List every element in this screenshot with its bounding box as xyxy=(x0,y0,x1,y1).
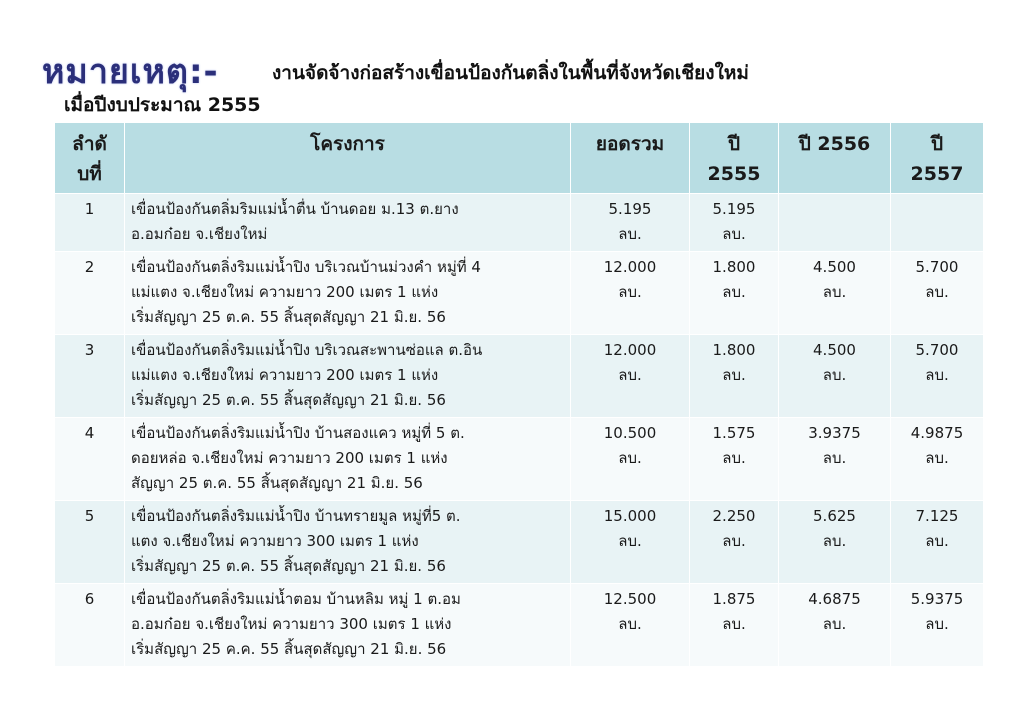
amount-unit: ลบ. xyxy=(822,615,847,633)
description-line: สัญญา 25 ต.ค. 55 สิ้นสุดสัญญา 21 มิ.ย. 56 xyxy=(131,474,423,492)
amount-unit: ลบ. xyxy=(822,449,847,467)
description-line: อ.อมก๋อย จ.เชียงใหม่ ความยาว 300 เมตร 1 แห่ง xyxy=(131,615,452,633)
amount-unit: ลบ. xyxy=(722,532,746,550)
amount-value: 2.250 xyxy=(712,507,756,525)
header-year-2556: ปี 2556 xyxy=(779,123,891,194)
row-number: 4 xyxy=(55,418,125,501)
amount-value: 7.125 xyxy=(915,507,959,525)
amount-total xyxy=(571,418,690,501)
project-description xyxy=(125,501,571,584)
table-row xyxy=(55,252,984,335)
description-line: แม่แตง จ.เชียงใหม่ ความยาว 200 เมตร 1 แห่ง xyxy=(131,283,439,301)
amount-y2557 xyxy=(891,584,984,667)
title-line-1: งานจัดจ้างก่อสร้างเขื่อนป้องกันตลิ่งในพื้นที่จังหวัดเชียงใหม่ xyxy=(272,62,749,84)
amount-value: 15.000 xyxy=(603,507,657,525)
description-line: เริ่มสัญญา 25 ต.ค. 55 สิ้นสุดสัญญา 21 มิ.ย. 56 xyxy=(131,557,446,575)
amount-y2555 xyxy=(690,252,779,335)
amount-unit: ลบ. xyxy=(722,366,746,384)
amount-total xyxy=(571,335,690,418)
amount-unit: ลบ. xyxy=(822,532,847,550)
project-description xyxy=(125,252,571,335)
amount-unit: ลบ. xyxy=(618,283,642,301)
description-line: ดอยหล่อ จ.เชียงใหม่ ความยาว 200 เมตร 1 แห่ง xyxy=(131,449,448,467)
amount-y2555 xyxy=(690,501,779,584)
description-line: แม่แตง จ.เชียงใหม่ ความยาว 200 เมตร 1 แห่ง xyxy=(131,366,439,384)
amount-value: 5.700 xyxy=(915,341,959,359)
table-header-row xyxy=(55,123,984,194)
amount-y2556 xyxy=(779,335,891,418)
amount-total xyxy=(571,194,690,252)
table-row xyxy=(55,501,984,584)
amount-y2556 xyxy=(779,418,891,501)
table-row xyxy=(55,335,984,418)
amount-total xyxy=(571,252,690,335)
project-description xyxy=(125,194,571,252)
row-number: 1 xyxy=(55,194,125,252)
amount-y2555 xyxy=(690,335,779,418)
amount-unit: ลบ. xyxy=(822,366,847,384)
amount-value: 5.9375 xyxy=(910,590,964,608)
amount-value: 1.575 xyxy=(712,424,756,442)
amount-value: 4.500 xyxy=(813,341,856,359)
amount-value: 12.500 xyxy=(603,590,657,608)
amount-unit: ลบ. xyxy=(722,283,746,301)
amount-unit: ลบ. xyxy=(722,449,746,467)
description-line: เริ่มสัญญา 25 ต.ค. 55 สิ้นสุดสัญญา 21 มิ.ย. 56 xyxy=(131,391,446,409)
amount-unit: ลบ. xyxy=(925,283,949,301)
table-row xyxy=(55,584,984,667)
amount-unit: ลบ. xyxy=(618,615,642,633)
header-2557-line-2: 2557 xyxy=(910,163,964,185)
amount-total xyxy=(571,584,690,667)
amount-y2557 xyxy=(891,194,984,252)
description-line: เขื่อนป้องกันตลิ่งริมแม่น้ำปิง บ้านสองแคว หมู่ที่ 5 ต. xyxy=(131,424,465,442)
project-description xyxy=(125,418,571,501)
projects-table xyxy=(54,122,984,667)
amount-y2555 xyxy=(690,418,779,501)
amount-y2557 xyxy=(891,418,984,501)
header-year-2557 xyxy=(891,123,984,194)
amount-value: 5.195 xyxy=(608,200,652,218)
header-no-line-1: ลำดั xyxy=(72,133,107,155)
table-row xyxy=(55,418,984,501)
row-number: 2 xyxy=(55,252,125,335)
note-label: หมายเหตุ:- xyxy=(42,52,219,92)
project-description xyxy=(125,335,571,418)
amount-y2556 xyxy=(779,194,891,252)
amount-value: 3.9375 xyxy=(808,424,861,442)
amount-value: 12.000 xyxy=(603,341,657,359)
amount-y2555 xyxy=(690,194,779,252)
amount-unit: ลบ. xyxy=(822,283,847,301)
amount-value: 4.6875 xyxy=(808,590,861,608)
row-number: 5 xyxy=(55,501,125,584)
description-line: เขื่อนป้องกันตลิ่งริมแม่น้ำปิง บริเวณสะพานซ่อแล ต.อิน xyxy=(131,341,483,359)
header-no-line-2: บที่ xyxy=(77,163,102,185)
row-number: 3 xyxy=(55,335,125,418)
amount-unit: ลบ. xyxy=(618,225,642,243)
amount-unit: ลบ. xyxy=(618,532,642,550)
description-line: เขื่อนป้องกันตลิ่มริมแม่น้ำตื่น บ้านดอย ม.13 ต.ยาง xyxy=(131,200,459,218)
amount-unit: ลบ. xyxy=(925,615,949,633)
header-year-2555 xyxy=(690,123,779,194)
description-line: เขื่อนป้องกันตลิ่งริมแม่น้ำปิง บริเวณบ้านม่วงคำ หมู่ที่ 4 xyxy=(131,258,481,276)
header-2555-line-1: ปี xyxy=(727,133,741,155)
header-2555-line-2: 2555 xyxy=(707,163,761,185)
amount-value: 5.625 xyxy=(813,507,856,525)
description-line: อ.อมก๋อย จ.เชียงใหม่ xyxy=(131,225,268,243)
header-no xyxy=(55,123,125,194)
amount-value: 12.000 xyxy=(603,258,657,276)
amount-y2556 xyxy=(779,584,891,667)
description-line: แตง จ.เชียงใหม่ ความยาว 300 เมตร 1 แห่ง xyxy=(131,532,419,550)
project-description xyxy=(125,584,571,667)
amount-value: 4.500 xyxy=(813,258,856,276)
amount-unit: ลบ. xyxy=(722,225,746,243)
amount-value: 1.800 xyxy=(712,341,756,359)
amount-unit: ลบ. xyxy=(722,615,746,633)
amount-value: 1.800 xyxy=(712,258,756,276)
amount-unit: ลบ. xyxy=(618,449,642,467)
amount-y2556 xyxy=(779,501,891,584)
description-line: เขื่อนป้องกันตลิ่งริมแม่น้ำตอม บ้านหลิม หมู่ 1 ต.อม xyxy=(131,590,461,608)
amount-y2556 xyxy=(779,252,891,335)
description-line: เริ่มสัญญา 25 ต.ค. 55 สิ้นสุดสัญญา 21 มิ.ย. 56 xyxy=(131,308,446,326)
header-total: ยอดรวม xyxy=(571,123,690,194)
description-line: เริ่มสัญญา 25 ค.ค. 55 สิ้นสุดสัญญา 21 มิ.ย. 56 xyxy=(131,640,447,658)
amount-value: 5.700 xyxy=(915,258,959,276)
header-2557-line-1: ปี xyxy=(930,133,944,155)
amount-y2557 xyxy=(891,252,984,335)
title-line-2: เมื่อปีงบประมาณ 2555 xyxy=(64,94,261,116)
row-number: 6 xyxy=(55,584,125,667)
amount-value: 5.195 xyxy=(712,200,756,218)
description-line: เขื่อนป้องกันตลิ่งริมแม่น้ำปิง บ้านทรายมูล หมู่ที่5 ต. xyxy=(131,507,461,525)
amount-unit: ลบ. xyxy=(925,532,949,550)
amount-unit: ลบ. xyxy=(925,366,949,384)
amount-y2557 xyxy=(891,501,984,584)
amount-value: 4.9875 xyxy=(910,424,964,442)
amount-y2555 xyxy=(690,584,779,667)
header-project: โครงการ xyxy=(125,123,571,194)
amount-total xyxy=(571,501,690,584)
amount-value: 1.875 xyxy=(712,590,756,608)
amount-unit: ลบ. xyxy=(925,449,949,467)
table-body xyxy=(55,194,984,667)
amount-y2557 xyxy=(891,335,984,418)
amount-unit: ลบ. xyxy=(618,366,642,384)
amount-value: 10.500 xyxy=(603,424,657,442)
table-row xyxy=(55,194,984,252)
